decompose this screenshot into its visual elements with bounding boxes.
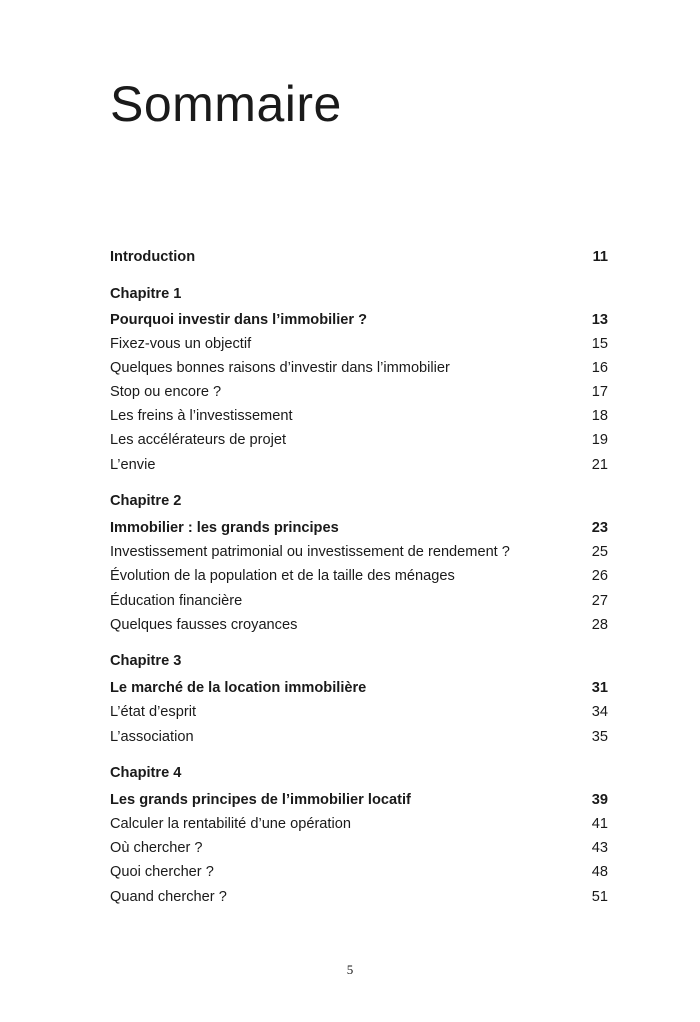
- toc-entry-page: 17: [591, 384, 608, 400]
- toc-entry-page: 23: [591, 520, 608, 536]
- chapter-label-text: Chapitre 2: [110, 493, 182, 509]
- toc-entry-page: 16: [591, 360, 608, 376]
- toc-entry[interactable]: [110, 726, 608, 748]
- toc-entry-title: Quoi chercher ?: [110, 864, 214, 880]
- toc-entry-page: 34: [591, 704, 608, 720]
- toc-entry[interactable]: [110, 813, 608, 835]
- table-of-contents: [110, 0, 608, 1022]
- toc-entry-page: 28: [591, 617, 608, 633]
- toc-entry-page: 35: [591, 729, 608, 745]
- toc-entry-title: L’envie: [110, 457, 156, 473]
- toc-entry-title: Calculer la rentabilité d’une opération: [110, 816, 351, 832]
- toc-entry[interactable]: [110, 565, 608, 587]
- toc-entry[interactable]: [110, 541, 608, 563]
- toc-entry-title: Quand chercher ?: [110, 889, 227, 905]
- chapter-label-text: Chapitre 3: [110, 653, 182, 669]
- toc-entry[interactable]: [110, 357, 608, 379]
- toc-entry-introduction[interactable]: [110, 246, 608, 268]
- toc-entry-page: 43: [591, 840, 608, 856]
- toc-entry-page: 48: [591, 864, 608, 880]
- toc-entry-title: Quelques bonnes raisons d’investir dans l’immobilier: [110, 360, 450, 376]
- toc-entry[interactable]: [110, 861, 608, 883]
- chapter-label-text: Chapitre 1: [110, 286, 182, 302]
- toc-entry-title: Introduction: [110, 249, 196, 265]
- toc-entry[interactable]: [110, 454, 608, 476]
- toc-entry[interactable]: [110, 333, 608, 355]
- toc-entry[interactable]: [110, 837, 608, 859]
- toc-entry-title: Les grands principes de l’immobilier locatif: [110, 792, 411, 808]
- chapter-label-text: Chapitre 4: [110, 765, 182, 781]
- chapter-label-1: [110, 283, 608, 305]
- toc-entry[interactable]: [110, 590, 608, 612]
- toc-entry-title: Immobilier : les grands principes: [110, 520, 339, 536]
- toc-entry-page: 41: [591, 816, 608, 832]
- toc-entry-title: Investissement patrimonial ou investissement de rendement ?: [110, 544, 510, 560]
- toc-entry-title: Évolution de la population et de la taille des ménages: [110, 568, 455, 584]
- chapter-title-1[interactable]: [110, 309, 608, 331]
- page-title: Sommaire: [110, 76, 342, 132]
- toc-entry-page: 13: [591, 312, 608, 328]
- toc-entry-title: Quelques fausses croyances: [110, 617, 298, 633]
- toc-entry-page: 11: [592, 249, 608, 265]
- toc-entry[interactable]: [110, 381, 608, 403]
- toc-entry-page: 27: [591, 593, 608, 609]
- toc-entry-title: Fixez-vous un objectif: [110, 336, 252, 352]
- toc-entry-title: Pourquoi investir dans l’immobilier ?: [110, 312, 368, 328]
- toc-entry[interactable]: [110, 701, 608, 723]
- toc-entry-page: 31: [591, 680, 608, 696]
- toc-entry-title: Le marché de la location immobilière: [110, 680, 367, 696]
- chapter-label-2: [110, 490, 608, 512]
- toc-entry[interactable]: [110, 429, 608, 451]
- chapter-title-2[interactable]: [110, 517, 608, 539]
- chapter-title-4[interactable]: [110, 789, 608, 811]
- toc-entry-page: 25: [591, 544, 608, 560]
- toc-entry-title: L’association: [110, 729, 194, 745]
- toc-entry-title: Où chercher ?: [110, 840, 203, 856]
- toc-entry-page: 26: [591, 568, 608, 584]
- toc-entry-page: 18: [591, 408, 608, 424]
- toc-entry-title: Stop ou encore ?: [110, 384, 222, 400]
- toc-entry[interactable]: [110, 614, 608, 636]
- toc-entry-page: 15: [591, 336, 608, 352]
- toc-entry-title: L’état d’esprit: [110, 704, 196, 720]
- chapter-label-3: [110, 650, 608, 672]
- toc-entry-title: Les accélérateurs de projet: [110, 432, 287, 448]
- chapter-title-3[interactable]: [110, 677, 608, 699]
- toc-entry-page: 21: [591, 457, 608, 473]
- toc-entry-title: Les freins à l’investissement: [110, 408, 293, 424]
- toc-entry-page: 19: [591, 432, 608, 448]
- toc-entry-title: Éducation financière: [110, 593, 243, 609]
- toc-entry-page: 51: [591, 889, 608, 905]
- toc-entry[interactable]: [110, 886, 608, 908]
- toc-entry-page: 39: [591, 792, 608, 808]
- page-number: 5: [346, 962, 354, 977]
- chapter-label-4: [110, 762, 608, 784]
- toc-entry[interactable]: [110, 405, 608, 427]
